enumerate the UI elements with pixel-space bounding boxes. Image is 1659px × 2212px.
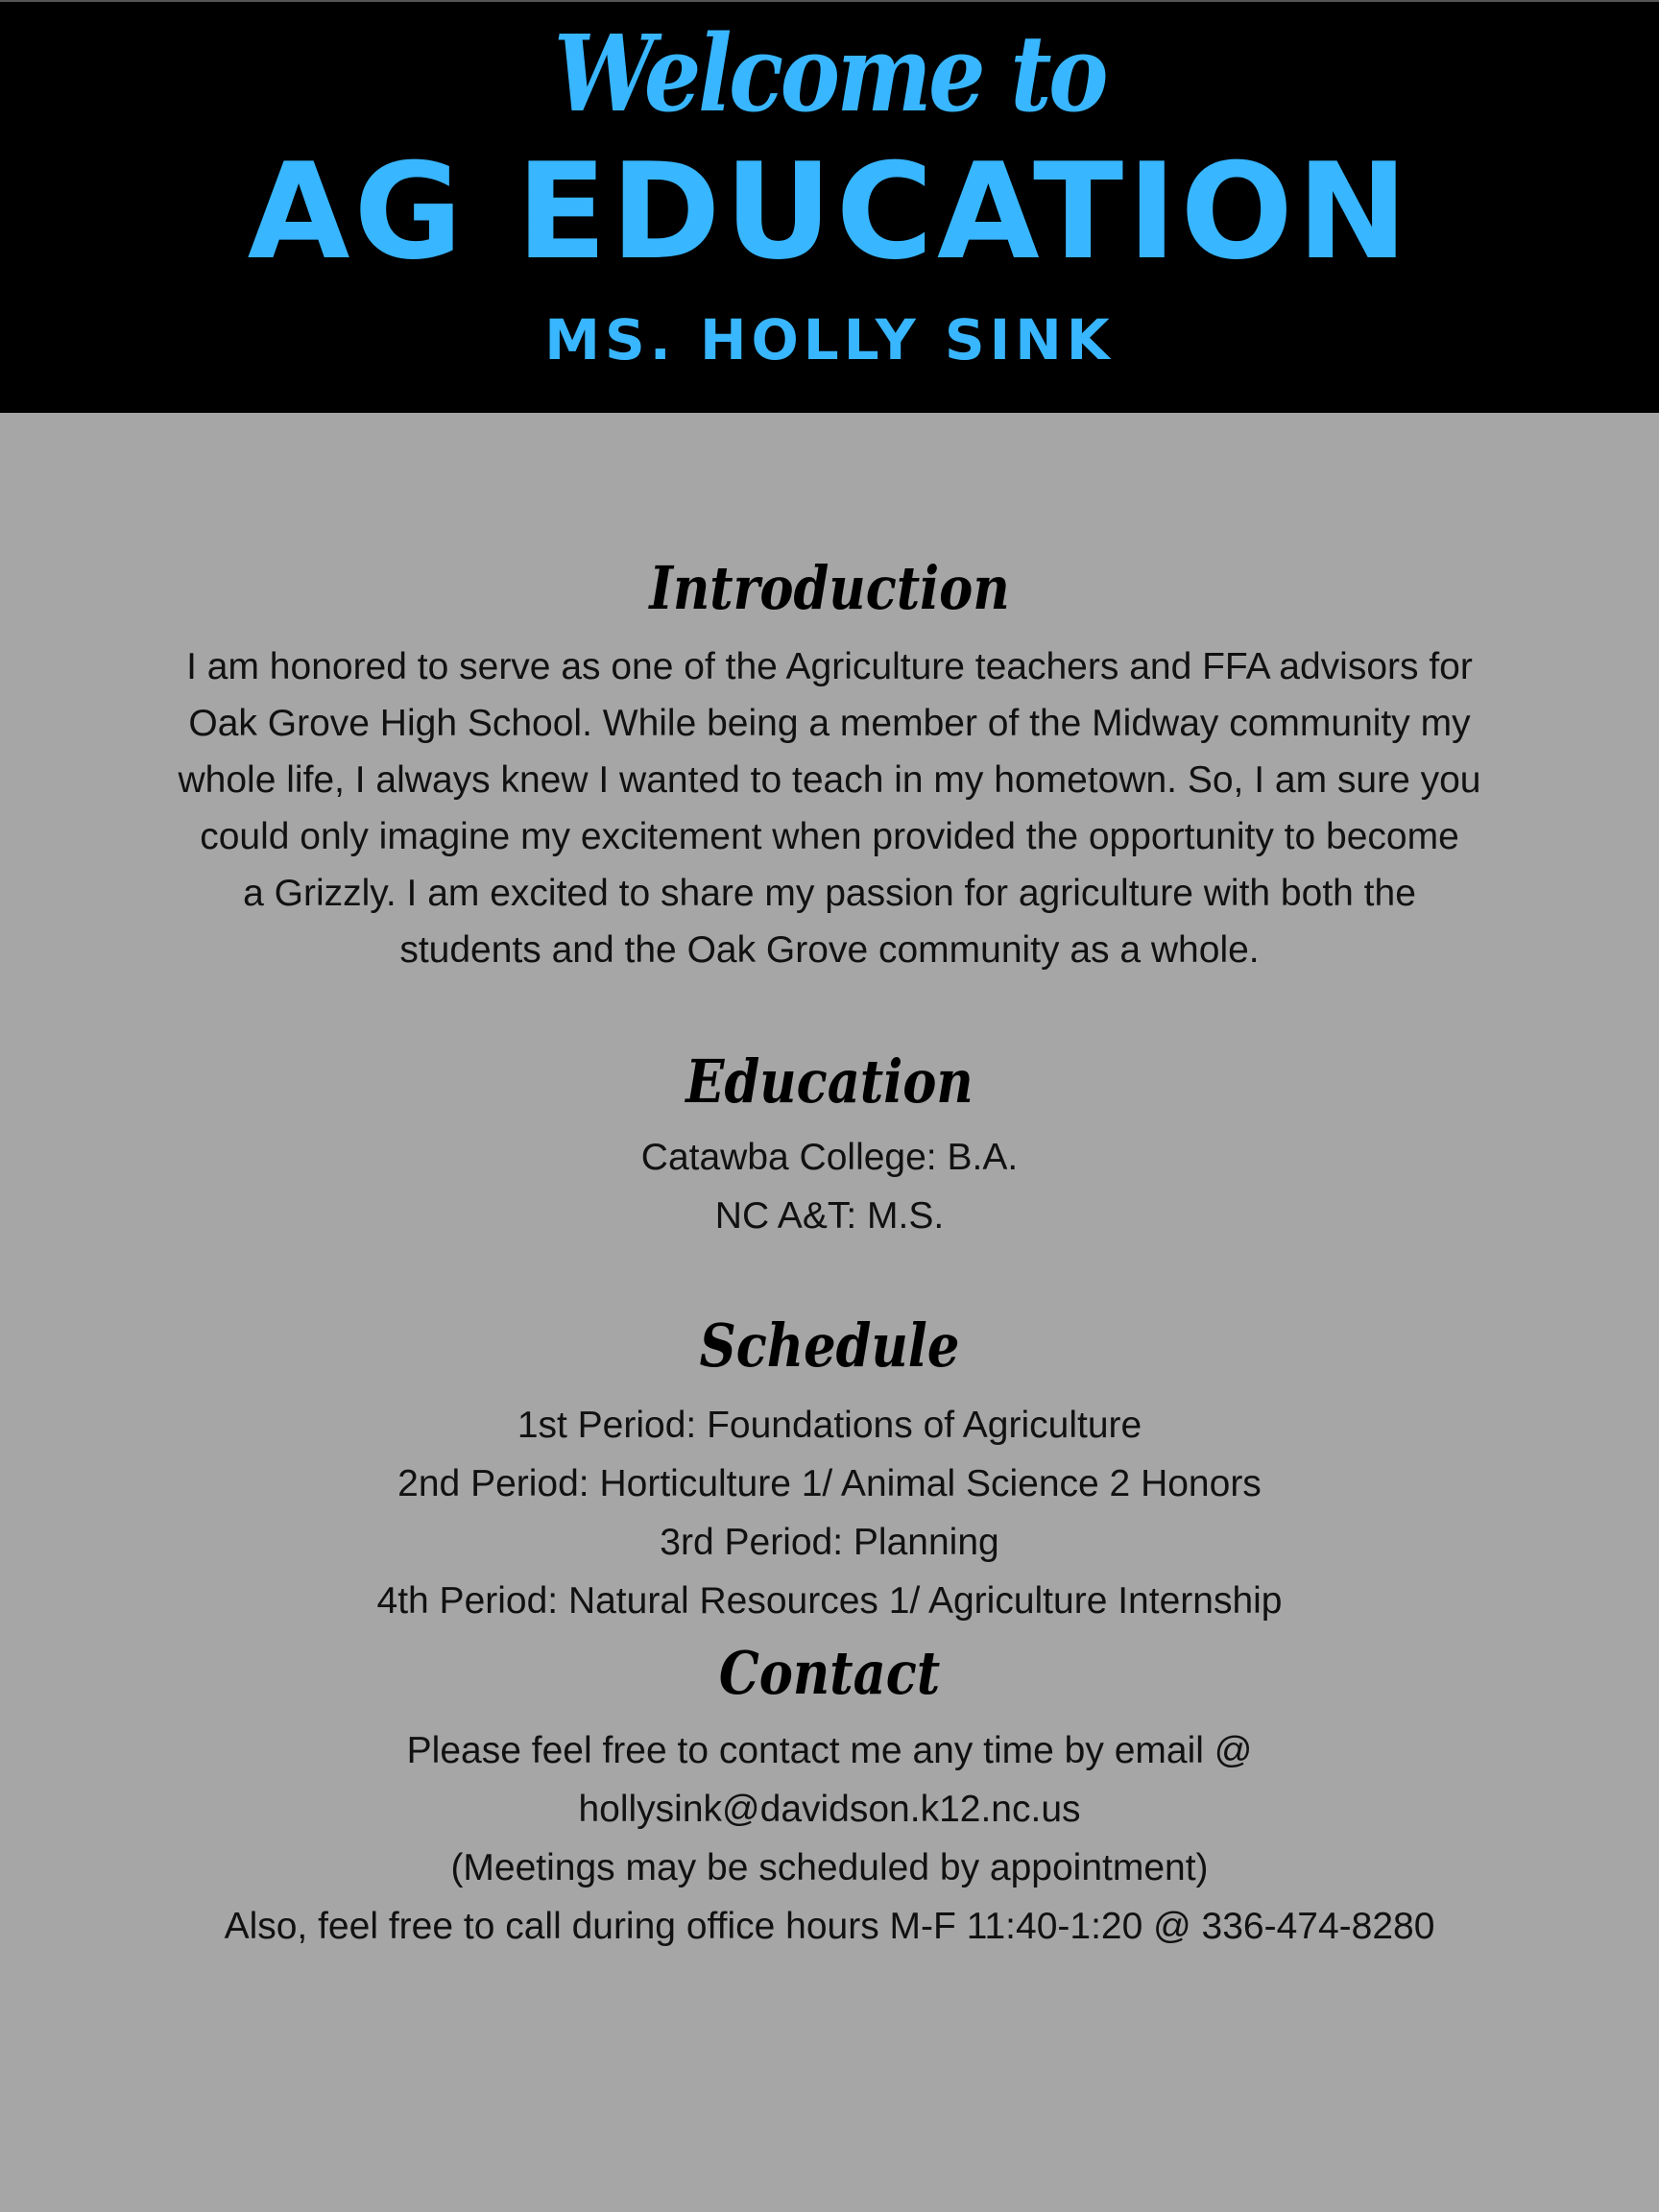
schedule-list [0,1396,1659,1630]
education-item: NC A&T: M.S. [714,1195,945,1237]
paragraph-line: Oak Grove High School. While being a member of the Midway community my [188,703,1471,744]
header-banner [0,0,1659,413]
paragraph-line: students and the Oak Grove community as a whole. [399,929,1260,971]
education-list [0,1128,1659,1245]
schedule-item: 1st Period: Foundations of Agriculture [517,1405,1142,1446]
paragraph-line: whole life, I always knew I wanted to teach in my hometown. So, I am sure you [178,759,1481,801]
education-item: Catawba College: B.A. [640,1137,1019,1178]
contact-info [0,1721,1659,1956]
introduction-heading: Introduction [649,553,1010,623]
schedule-heading: Schedule [699,1310,960,1381]
schedule-item: 4th Period: Natural Resources 1/ Agriculture Internship [376,1580,1283,1622]
contact-line: (Meetings may be scheduled by appointment) [450,1847,1209,1888]
contact-heading: Contact [718,1638,941,1708]
paragraph-line: I am honored to serve as one of the Agriculture teachers and FFA advisors for [186,646,1473,687]
education-heading: Education [685,1046,974,1117]
paragraph-line: a Grizzly. I am excited to share my passion for agriculture with both the [243,873,1416,914]
introduction-paragraph [0,638,1659,978]
page-title: AG EDUCATION [247,134,1412,289]
paragraph-line: could only imagine my excitement when provided the opportunity to become [200,816,1459,857]
contact-line: Please feel free to contact me any time by email @ [406,1730,1253,1771]
schedule-item: 3rd Period: Planning [660,1522,999,1563]
schedule-item: 2nd Period: Horticulture 1/ Animal Science 2 Honors [397,1463,1262,1504]
welcome-text: Welcome to [553,12,1106,135]
contact-phone-line: Also, feel free to call during office hours M-F 11:40-1:20 @ 336-474-8280 [224,1906,1435,1947]
contact-email[interactable]: hollysink@davidson.k12.nc.us [578,1789,1081,1830]
teacher-name: MS. HOLLY SINK [544,307,1115,373]
